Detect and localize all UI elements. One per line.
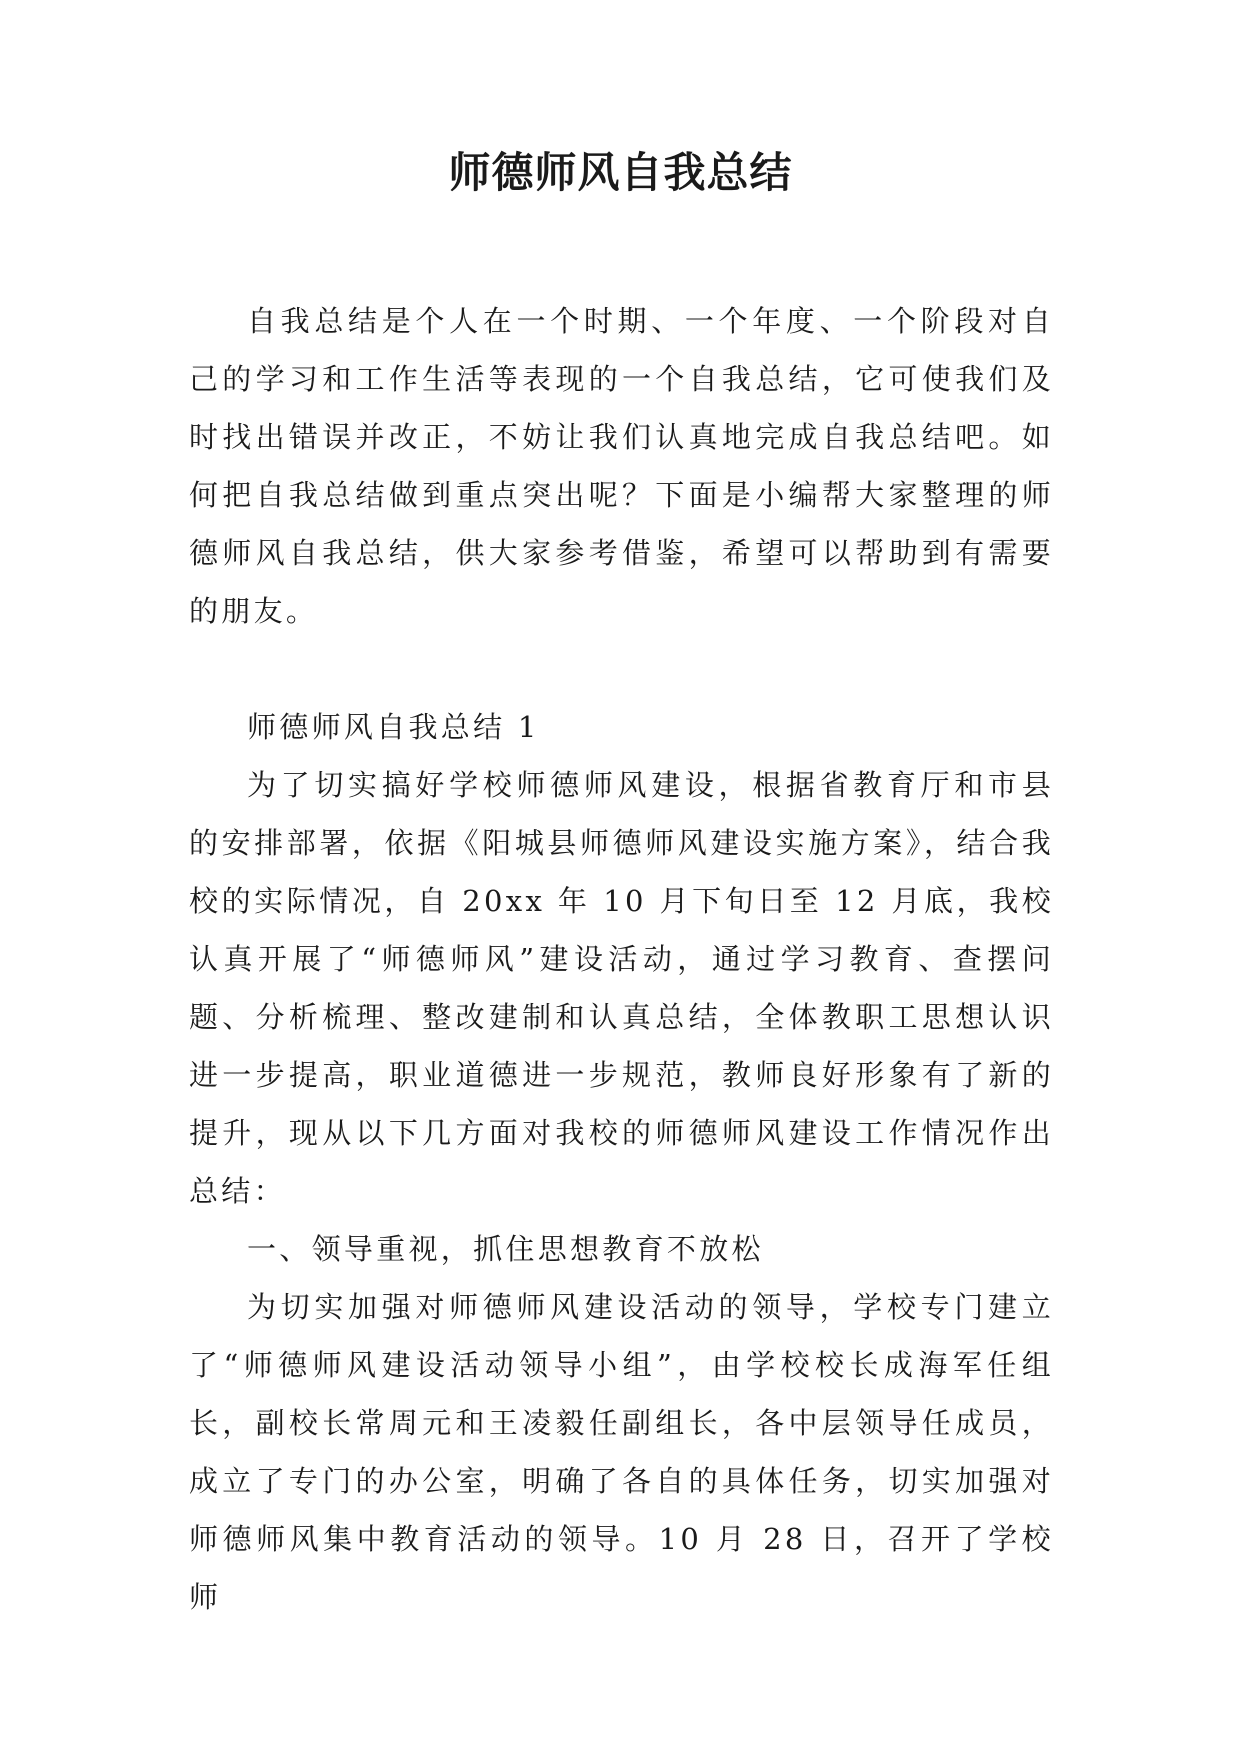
document-body [189, 292, 1054, 1626]
section-title: 师德师风自我总结 1 [247, 710, 540, 744]
section-heading-one: 一、领导重视，抓住思想教育不放松 [247, 1232, 764, 1266]
paragraph-spacer [189, 640, 1054, 698]
section-paragraph-1: 为了切实搞好学校师德师风建设，根据省教育厅和市县的安排部署，依据《阳城县师德师风建设实施方案》，结合我校的实际情况，自 20xx 年 10 月下旬日至 12 月底，我校认真开展了“师德师风”建设活动，通过学习教育、查摆问题、分析梳理、整改建制和认真总结，全体教职工思想认识进一步提高，职业道德进一步规范，教师良好形象有了新的提升，现从以下几方面对我校的师德师风建设工作情况作出总结： [189, 768, 1054, 1208]
section-paragraph-2: 为切实加强对师德师风建设活动的领导，学校专门建立了“师德师风建设活动领导小组”，由学校校长成海军任组长，副校长常周元和王凌毅任副组长，各中层领导任成员，成立了专门的办公室，明确了各自的具体任务，切实加强对师德师风集中教育活动的领导。10 月 28 日，召开了学校师 [189, 1290, 1054, 1614]
intro-paragraph: 自我总结是个人在一个时期、一个年度、一个阶段对自己的学习和工作生活等表现的一个自我总结，它可使我们及时找出错误并改正，不妨让我们认真地完成自我总结吧。如何把自我总结做到重点突出呢？下面是小编帮大家整理的师德师风自我总结，供大家参考借鉴，希望可以帮助到有需要的朋友。 [189, 304, 1054, 628]
document-title: 师德师风自我总结 [448, 148, 793, 197]
